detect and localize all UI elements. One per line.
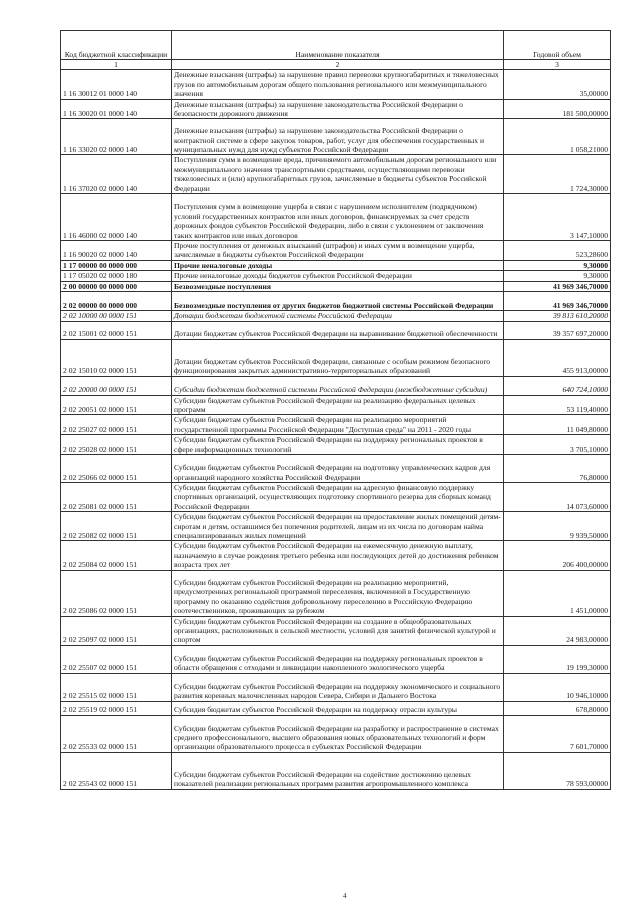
row-value: 640 724,10000 bbox=[504, 376, 611, 395]
budget-sheet bbox=[60, 30, 610, 790]
row-value: 523,28600 bbox=[504, 241, 611, 261]
row-value: 41 969 346,70000 bbox=[504, 292, 611, 311]
table-header bbox=[61, 31, 611, 70]
row-value: 3 705,10000 bbox=[504, 435, 611, 455]
row-name: Прочие неналоговые доходы бюджетов субъектов Российской Федерации bbox=[172, 271, 504, 281]
row-code: 2 02 20051 02 0000 151 bbox=[61, 395, 172, 415]
row-value: 9,30000 bbox=[504, 260, 611, 270]
row-code: 2 02 25097 02 0000 151 bbox=[61, 616, 172, 645]
row-value: 78 593,00000 bbox=[504, 752, 611, 789]
row-value: 1 451,00000 bbox=[504, 570, 611, 616]
row-name: Субсидии бюджетам субъектов Российской Федерации на реализацию мероприятий, предусмотренных региональной программой переселения, включенной в Государственную программу по оказанию содействия добровольному переселению в Российскую Федерацию соотечественников, проживающих за рубежом bbox=[172, 570, 504, 616]
row-code: 2 02 25086 02 0000 151 bbox=[61, 570, 172, 616]
row-name: Субсидии бюджетам бюджетной системы Российской Федерации (межбюджетные субсидии) bbox=[172, 376, 504, 395]
column-number-name: 2 bbox=[172, 60, 504, 70]
row-value: 7 601,70000 bbox=[504, 715, 611, 752]
row-code: 2 02 25515 02 0000 151 bbox=[61, 673, 172, 701]
row-code: 2 02 25066 02 0000 151 bbox=[61, 454, 172, 482]
row-name: Дотации бюджетам бюджетной системы Российской Федерации bbox=[172, 311, 504, 321]
row-name: Денежные взыскания (штрафы) за нарушение правил перевозки крупногабаритных и тяжеловесных грузов по автомобильным дорогам общего пользования регионального или межмуниципального значения bbox=[172, 70, 504, 99]
row-code: 2 02 10000 00 0000 151 bbox=[61, 311, 172, 321]
row-value: 1 724,30000 bbox=[504, 155, 611, 194]
row-name: Денежные взыскания (штрафы) за нарушение законодательства Российской Федерации о контрактной системе в сфере закупок товаров, работ, услуг для обеспечения государственных и муниципальных нужд для нужд субъектов Российской Федерации bbox=[172, 119, 504, 155]
table-row bbox=[61, 281, 611, 291]
row-value: 181 500,00000 bbox=[504, 99, 611, 119]
row-code: 2 02 25084 02 0000 151 bbox=[61, 541, 172, 570]
table-row bbox=[61, 454, 611, 482]
row-value: 11 049,80000 bbox=[504, 415, 611, 435]
row-value: 76,80000 bbox=[504, 454, 611, 482]
row-code: 2 02 25028 02 0000 151 bbox=[61, 435, 172, 455]
row-value: 206 400,00000 bbox=[504, 541, 611, 570]
row-code: 1 16 30020 01 0000 140 bbox=[61, 99, 172, 119]
row-code: 2 02 25027 02 0000 151 bbox=[61, 415, 172, 435]
table-row bbox=[61, 715, 611, 752]
table-row bbox=[61, 415, 611, 435]
table-row bbox=[61, 645, 611, 673]
header-name: Наименование показателя bbox=[172, 31, 504, 60]
row-code: 2 02 00000 00 0000 000 bbox=[61, 292, 172, 311]
table-row bbox=[61, 752, 611, 789]
row-name: Субсидии бюджетам субъектов Российской Федерации на адресную финансовую поддержку спортивных организаций, осуществляющих подготовку спортивного резерва для сборных команд Российской Федерации bbox=[172, 482, 504, 511]
row-value: 9,30000 bbox=[504, 271, 611, 281]
header-row bbox=[61, 31, 611, 60]
row-code: 2 00 00000 00 0000 000 bbox=[61, 281, 172, 291]
row-name: Поступления сумм в возмещение вреда, причиняемого автомобильным дорогам регионального или межмуниципального значения транспортными средствами, осуществляющими перевозки тяжеловесных и (или) крупногабаритных грузов, зачисляемые в бюджеты субъектов Российской Федерации bbox=[172, 155, 504, 194]
row-name: Субсидии бюджетам субъектов Российской Федерации на ежемесячную денежную выплату, назначаемую в случае рождения третьего ребенка или последующих детей до достижения ребенком возраста трех лет bbox=[172, 541, 504, 570]
row-name: Дотации бюджетам субъектов Российской Федерации, связанные с особым режимом безопасного функционирования закрытых административно-территориальных образований bbox=[172, 339, 504, 376]
row-code: 1 16 30012 01 0000 140 bbox=[61, 70, 172, 99]
row-code: 2 02 25507 02 0000 151 bbox=[61, 645, 172, 673]
table-row bbox=[61, 339, 611, 376]
row-code: 1 16 90020 02 0000 140 bbox=[61, 241, 172, 261]
table-row bbox=[61, 271, 611, 281]
table-row bbox=[61, 376, 611, 395]
row-code: 1 16 46000 02 0000 140 bbox=[61, 194, 172, 241]
row-name: Субсидии бюджетам субъектов Российской Федерации на разработку и распространение в системах среднего профессионального, высшего образования новых образовательных технологий и форм организации образовательного процесса в субъектах Российской Федерации bbox=[172, 715, 504, 752]
row-name: Субсидии бюджетам субъектов Российской Федерации на подготовку управленческих кадров для организаций народного хозяйства Российской Федерации bbox=[172, 454, 504, 482]
row-name: Субсидия бюджетам субъектов Российской Федерации на поддержку отрасли культуры bbox=[172, 701, 504, 715]
row-code: 2 02 25533 02 0000 151 bbox=[61, 715, 172, 752]
row-value: 53 119,40000 bbox=[504, 395, 611, 415]
row-name: Субсидии бюджетам субъектов Российской Федерации на поддержку региональных проектов в области обращения с отходами и ликвидации накопленного экологического ущерба bbox=[172, 645, 504, 673]
row-value: 9 939,50000 bbox=[504, 512, 611, 541]
row-value: 1 058,21000 bbox=[504, 119, 611, 155]
column-number-value: 3 bbox=[504, 60, 611, 70]
row-code: 2 02 25519 02 0000 151 bbox=[61, 701, 172, 715]
row-value: 678,80000 bbox=[504, 701, 611, 715]
table-row bbox=[61, 99, 611, 119]
row-code: 2 02 25081 02 0000 151 bbox=[61, 482, 172, 511]
row-name: Субсидии бюджетам субъектов Российской Федерации на реализацию федеральных целевых программ bbox=[172, 395, 504, 415]
row-value: 41 969 346,70000 bbox=[504, 281, 611, 291]
row-name: Субсидии бюджетам субъектов Российской Федерации на реализацию мероприятий государственной программы Российской Федерации "Доступная среда" на 2011 - 2020 годы bbox=[172, 415, 504, 435]
row-value: 35,00000 bbox=[504, 70, 611, 99]
table-row bbox=[61, 616, 611, 645]
row-value: 14 073,60000 bbox=[504, 482, 611, 511]
row-name: Субсидии бюджетам субъектов Российской Федерации на поддержку региональных проектов в сфере информационных технологий bbox=[172, 435, 504, 455]
table-row bbox=[61, 194, 611, 241]
table-row bbox=[61, 321, 611, 339]
table-row bbox=[61, 541, 611, 570]
row-code: 2 02 15010 02 0000 151 bbox=[61, 339, 172, 376]
table-row bbox=[61, 673, 611, 701]
row-code: 1 17 00000 00 0000 000 bbox=[61, 260, 172, 270]
row-value: 3 147,10000 bbox=[504, 194, 611, 241]
table-row bbox=[61, 119, 611, 155]
table-row bbox=[61, 241, 611, 261]
table-row bbox=[61, 311, 611, 321]
row-value: 10 946,10000 bbox=[504, 673, 611, 701]
row-code: 1 17 05020 02 0000 180 bbox=[61, 271, 172, 281]
row-name: Субсидии бюджетам субъектов Российской Федерации на содействие достижению целевых показателей реализации региональных программ развития агропромышленного комплекса bbox=[172, 752, 504, 789]
row-code: 2 02 25082 02 0000 151 bbox=[61, 512, 172, 541]
row-name: Безвозмездные поступления от других бюджетов бюджетной системы Российской Федерации bbox=[172, 292, 504, 311]
column-number-row bbox=[61, 60, 611, 70]
header-code: Код бюджетной классификации bbox=[61, 31, 172, 60]
table-row bbox=[61, 512, 611, 541]
row-code: 2 02 25543 02 0000 151 bbox=[61, 752, 172, 789]
row-code: 1 16 37020 02 0000 140 bbox=[61, 155, 172, 194]
table-row bbox=[61, 260, 611, 270]
table-row bbox=[61, 155, 611, 194]
page-number: 4 bbox=[343, 892, 347, 900]
table-row bbox=[61, 70, 611, 99]
table-row bbox=[61, 701, 611, 715]
row-name: Дотации бюджетам субъектов Российской Федерации на выравнивание бюджетной обеспеченности bbox=[172, 321, 504, 339]
row-name: Поступления сумм в возмещение ущерба в связи с нарушением исполнителем (подрядчиком) условий государственных контрактов или иных договоров, финансируемых за счет средств дорожных фондов субъектов Российской Федерации, либо в связи с уклонением от заключения таких контрактов или иных договоров bbox=[172, 194, 504, 241]
row-value: 39 813 610,20000 bbox=[504, 311, 611, 321]
budget-table bbox=[60, 30, 611, 790]
row-name: Прочие неналоговые доходы bbox=[172, 260, 504, 270]
table-row bbox=[61, 482, 611, 511]
row-code: 1 16 33020 02 0000 140 bbox=[61, 119, 172, 155]
row-code: 2 02 15001 02 0000 151 bbox=[61, 321, 172, 339]
row-name: Денежные взыскания (штрафы) за нарушение законодательства Российской Федерации о безопасности дорожного движения bbox=[172, 99, 504, 119]
row-value: 455 913,00000 bbox=[504, 339, 611, 376]
row-name: Безвозмездные поступления bbox=[172, 281, 504, 291]
column-number-code: 1 bbox=[61, 60, 172, 70]
table-row bbox=[61, 570, 611, 616]
table-row bbox=[61, 435, 611, 455]
row-value: 24 983,00000 bbox=[504, 616, 611, 645]
table-row bbox=[61, 292, 611, 311]
table-body bbox=[61, 70, 611, 789]
header-value: Годовой объем bbox=[504, 31, 611, 60]
row-name: Субсидии бюджетам субъектов Российской Федерации на предоставление жилых помещений детям-сиротам и детям, оставшимся без попечения родителей, лицам из их числа по договорам найма специализированных жилых помещений bbox=[172, 512, 504, 541]
row-code: 2 02 20000 00 0000 151 bbox=[61, 376, 172, 395]
row-name: Субсидии бюджетам субъектов Российской Федерации на поддержку экономического и социального развития коренных малочисленных народов Севера, Сибири и Дальнего Востока bbox=[172, 673, 504, 701]
row-value: 19 199,30000 bbox=[504, 645, 611, 673]
row-value: 39 357 697,20000 bbox=[504, 321, 611, 339]
row-name: Прочие поступления от денежных взысканий (штрафов) и иных сумм в возмещение ущерба, зачисляемые в бюджеты субъектов Российской Федерации bbox=[172, 241, 504, 261]
table-row bbox=[61, 395, 611, 415]
row-name: Субсидии бюджетам субъектов Российской Федерации на создание в общеобразовательных организациях, расположенных в сельской местности, условий для занятий физической культурой и спортом bbox=[172, 616, 504, 645]
